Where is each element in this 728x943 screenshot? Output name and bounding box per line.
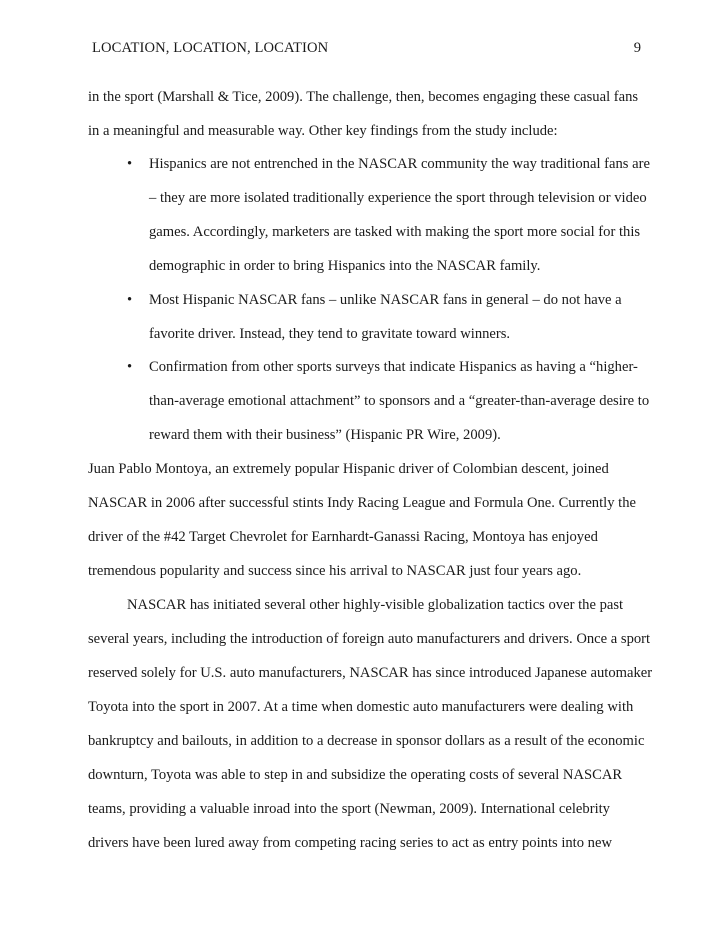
bullet-marker: • (127, 292, 133, 308)
bullet-text-line: Confirmation from other sports surveys that indicate Hispanics as having a “higher- (149, 359, 638, 375)
bullet-text-line: – they are more isolated traditionally experience the sport through television or video (149, 190, 647, 206)
text-line: NASCAR has initiated several other highly-visible globalization tactics over the past (127, 597, 624, 613)
text-line: NASCAR in 2006 after successful stints Indy Racing League and Formula One. Currently the (88, 495, 636, 511)
bullet-marker: • (127, 156, 133, 172)
text-line: Juan Pablo Montoya, an extremely popular Hispanic driver of Colombian descent, joined (88, 461, 609, 477)
bullet-text-line: demographic in order to bring Hispanics into the NASCAR family. (149, 258, 541, 274)
text-line: driver of the #42 Target Chevrolet for Earnhardt-Ganassi Racing, Montoya has enjoyed (88, 529, 598, 545)
bullet-text-line: Most Hispanic NASCAR fans – unlike NASCAR fans in general – do not have a (149, 292, 622, 308)
text-line: in the sport (Marshall & Tice, 2009). The challenge, then, becomes engaging these casual fans (88, 89, 639, 105)
text-line: Toyota into the sport in 2007. At a time when domestic auto manufacturers were dealing with (88, 699, 634, 715)
text-line: tremendous popularity and success since his arrival to NASCAR just four years ago. (88, 563, 582, 579)
text-line: downturn, Toyota was able to step in and subsidize the operating costs of several NASCAR (88, 767, 623, 783)
running-head: LOCATION, LOCATION, LOCATION (92, 40, 329, 56)
page-number: 9 (633, 40, 641, 56)
text-line: teams, providing a valuable inroad into the sport (Newman, 2009). International celebrity (88, 801, 610, 817)
bullet-text-line: games. Accordingly, marketers are tasked with making the sport more social for this (149, 224, 641, 240)
text-line: in a meaningful and measurable way. Other key findings from the study include: (88, 123, 558, 139)
text-line: drivers have been lured away from competing racing series to act as entry points into new (88, 835, 612, 851)
bullet-text-line: than-average emotional attachment” to sponsors and a “greater-than-average desire to (149, 393, 650, 409)
bullet-text-line: Hispanics are not entrenched in the NASCAR community the way traditional fans are (149, 156, 650, 172)
text-line: reserved solely for U.S. auto manufacturers, NASCAR has since introduced Japanese automaker (88, 665, 653, 681)
bullet-marker: • (127, 359, 133, 375)
text-line: bankruptcy and bailouts, in addition to a decrease in sponsor dollars as a result of the economic (88, 733, 645, 749)
bullet-text-line: reward them with their business” (Hispanic PR Wire, 2009). (149, 427, 501, 443)
bullet-text-line: favorite driver. Instead, they tend to gravitate toward winners. (149, 326, 511, 342)
text-line: several years, including the introduction of foreign auto manufacturers and drivers. Once a sport (88, 631, 651, 647)
